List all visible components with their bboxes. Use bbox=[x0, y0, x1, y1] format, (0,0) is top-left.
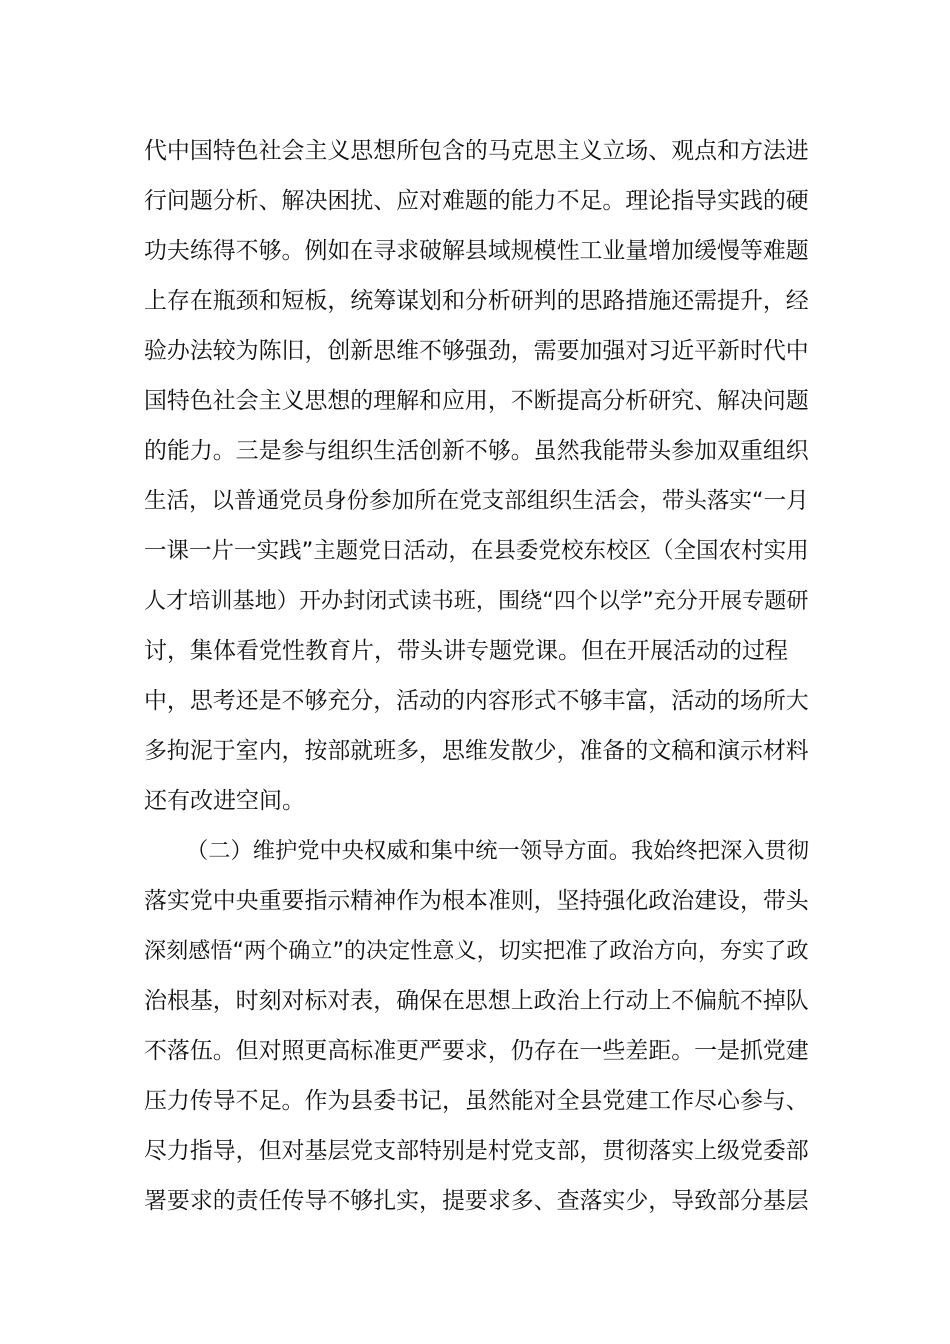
text-line: 深刻感悟“两个确立”的决定性意义，切实把准了政治方向，夯实了政 bbox=[144, 938, 809, 964]
text-line: 功夫练得不够。例如在寻求破解县域规模性工业量增加缓慢等难题 bbox=[144, 238, 809, 264]
text-line: 一课一片一实践”主题党日活动，在县委党校东校区（全国农村实用 bbox=[144, 538, 809, 564]
text-line: 压力传导不足。作为县委书记，虽然能对全县党建工作尽心参与、 bbox=[144, 1088, 809, 1114]
text-line: 落实党中央重要指示精神作为根本准则，坚持强化政治建设，带头 bbox=[144, 888, 809, 914]
paragraph-start-line: （二）维护党中央权威和集中统一领导方面。我始终把深入贯彻 bbox=[186, 838, 809, 864]
text-line: 讨，集体看党性教育片，带头讲专题党课。但在开展活动的过程 bbox=[144, 638, 788, 664]
text-line: 不落伍。但对照更高标准更严要求，仍存在一些差距。一是抓党建 bbox=[144, 1038, 809, 1064]
text-line: 的能力。三是参与组织生活创新不够。虽然我能带头参加双重组织 bbox=[144, 438, 809, 464]
text-line: 署要求的责任传导不够扎实，提要求多、查落实少，导致部分基层 bbox=[144, 1188, 809, 1214]
text-line: 代中国特色社会主义思想所包含的马克思主义立场、观点和方法进 bbox=[144, 138, 809, 164]
text-line: 国特色社会主义思想的理解和应用，不断提高分析研究、解决问题 bbox=[144, 388, 809, 414]
text-line: 生活，以普通党员身份参加所在党支部组织生活会，带头落实“一月 bbox=[144, 488, 809, 514]
text-line: 人才培训基地）开办封闭式读书班，围绕“四个以学”充分开展专题研 bbox=[144, 588, 809, 614]
text-line: 上存在瓶颈和短板，统筹谋划和分析研判的思路措施还需提升，经 bbox=[144, 288, 809, 314]
text-line: 验办法较为陈旧，创新思维不够强劲，需要加强对习近平新时代中 bbox=[144, 338, 809, 364]
text-line: 治根基，时刻对标对表，确保在思想上政治上行动上不偏航不掉队 bbox=[144, 988, 809, 1014]
text-line: 尽力指导，但对基层党支部特别是村党支部，贯彻落实上级党委部 bbox=[144, 1138, 809, 1164]
body-text bbox=[144, 126, 809, 1226]
text-line: 中，思考还是不够充分，活动的内容形式不够丰富，活动的场所大 bbox=[144, 688, 809, 714]
text-line: 行问题分析、解决困扰、应对难题的能力不足。理论指导实践的硬 bbox=[144, 188, 809, 214]
text-line: 还有改进空间。 bbox=[144, 788, 305, 814]
text-line: 多拘泥于室内，按部就班多，思维发散少，准备的文稿和演示材料 bbox=[144, 738, 809, 764]
